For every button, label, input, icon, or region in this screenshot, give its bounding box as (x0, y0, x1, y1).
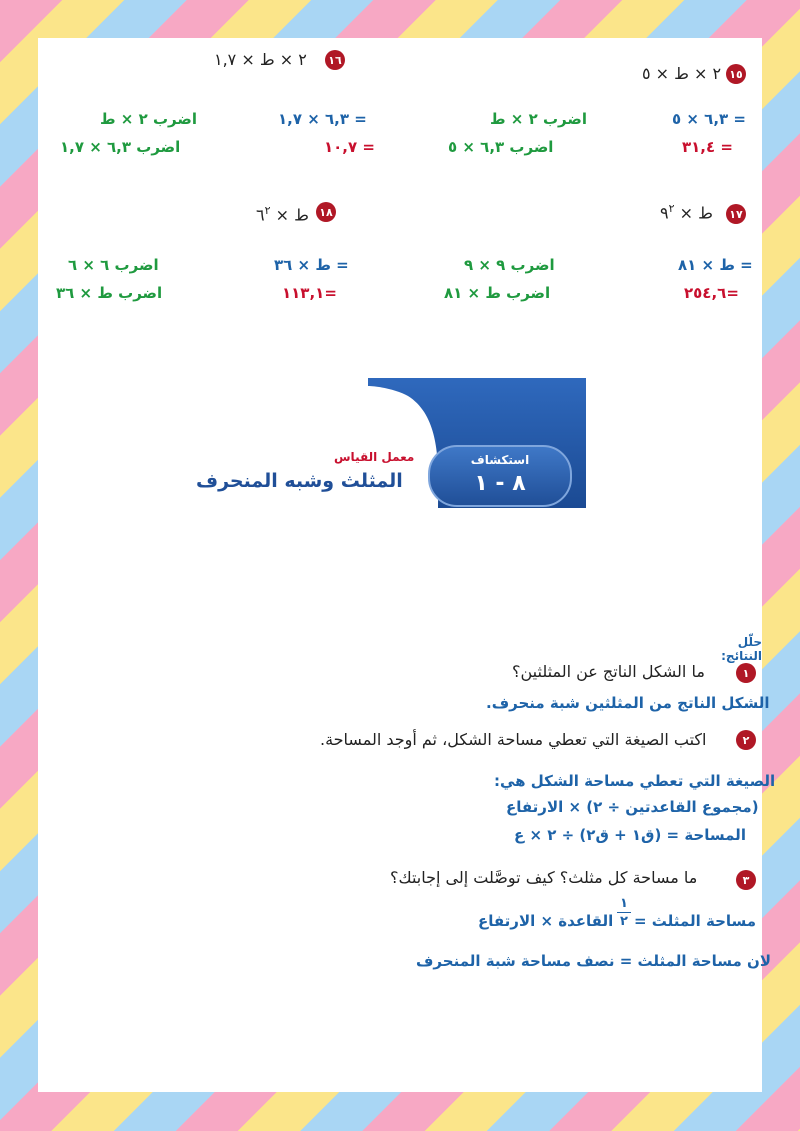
fraction-denominator: ٢ (620, 914, 628, 929)
work-result: = ٣١,٤ (682, 138, 733, 156)
exercise-expression (256, 204, 309, 224)
work-step: اضرب ٢ × ط (490, 110, 588, 128)
question-text: ما الشكل الناتج عن المثلثين؟ (512, 662, 705, 681)
work-step: = ط × ٣٦ (274, 256, 349, 274)
question-number-badge: ٢ (736, 730, 756, 750)
worksheet-page (38, 38, 776, 1092)
work-step: اضرب ٩ × ٩ (464, 256, 555, 274)
question-text: ما مساحة كل مثلث؟ كيف توصَّلت إلى إجابتك؟ (390, 868, 698, 887)
answer-text: القاعدة × الارتفاع (478, 912, 614, 930)
work-step: اضرب ٦,٣ × ٥ (448, 138, 554, 156)
answer-text: (مجموع القاعدتين ÷ ٢) × الارتفاع (506, 798, 759, 816)
exponent: ٢ (668, 202, 675, 215)
exercise-number-badge: ١٨ (316, 202, 336, 222)
fraction-numerator: ١ (620, 896, 628, 911)
work-step: اضرب ٦,٣ × ١,٧ (60, 138, 181, 156)
answer-text: الشكل الناتج من المثلثين شبة منحرف. (486, 694, 770, 712)
exercise-expression (660, 202, 713, 222)
lesson-category: معمل القياس (334, 450, 415, 464)
work-step: اضرب ٦ × ٦ (68, 256, 159, 274)
work-result: =١١٣,١ (282, 284, 337, 302)
expression-text: ط × ٦ (256, 205, 309, 225)
work-result: =٢٥٤,٦ (684, 284, 739, 302)
answer-text: المساحة = (ق١ + ق٢) ÷ ٢ × ع (514, 826, 746, 844)
answer-text: لان مساحة المثلث = نصف مساحة شبة المنحرف (416, 952, 771, 970)
work-step: = ط × ٨١ (678, 256, 753, 274)
lesson-label-pill (428, 445, 572, 507)
work-result: = ١٠,٧ (324, 138, 375, 156)
exponent: ٢ (264, 204, 271, 217)
work-step: = ٦,٣ × ٥ (672, 110, 746, 128)
work-step: = ٦,٣ × ١,٧ (278, 110, 367, 128)
work-step: اضرب ط × ٨١ (444, 284, 551, 302)
section-heading: حلّل النتائج: (721, 635, 762, 663)
exercise-number-badge: ١٧ (726, 204, 746, 224)
question-number-badge: ٣ (736, 870, 756, 890)
question-number-badge: ١ (736, 663, 756, 683)
lesson-number: ٨ - ١ (474, 471, 526, 496)
answer-text: مساحة المثلث = (634, 912, 757, 930)
exercise-expression: ٢ × ط × ١,٧ (214, 50, 307, 69)
exercise-expression: ٢ × ط × ٥ (642, 64, 722, 83)
exercise-number-badge: ١٦ (325, 50, 345, 70)
fraction-bar (617, 912, 631, 913)
work-step: اضرب ط × ٣٦ (56, 284, 163, 302)
answer-text: الصيغة التي تعطي مساحة الشكل هي: (494, 772, 776, 790)
exercise-number-badge: ١٥ (726, 64, 746, 84)
question-text: اكتب الصيغة التي تعطي مساحة الشكل، ثم أوجد المساحة. (320, 730, 707, 749)
lesson-type: استكشاف (470, 453, 530, 467)
lesson-title: المثلث وشبه المنحرف (196, 470, 403, 492)
fraction-one-half (617, 896, 631, 929)
work-step: اضرب ٢ × ط (100, 110, 198, 128)
expression-text: ط × ٩ (660, 203, 713, 223)
